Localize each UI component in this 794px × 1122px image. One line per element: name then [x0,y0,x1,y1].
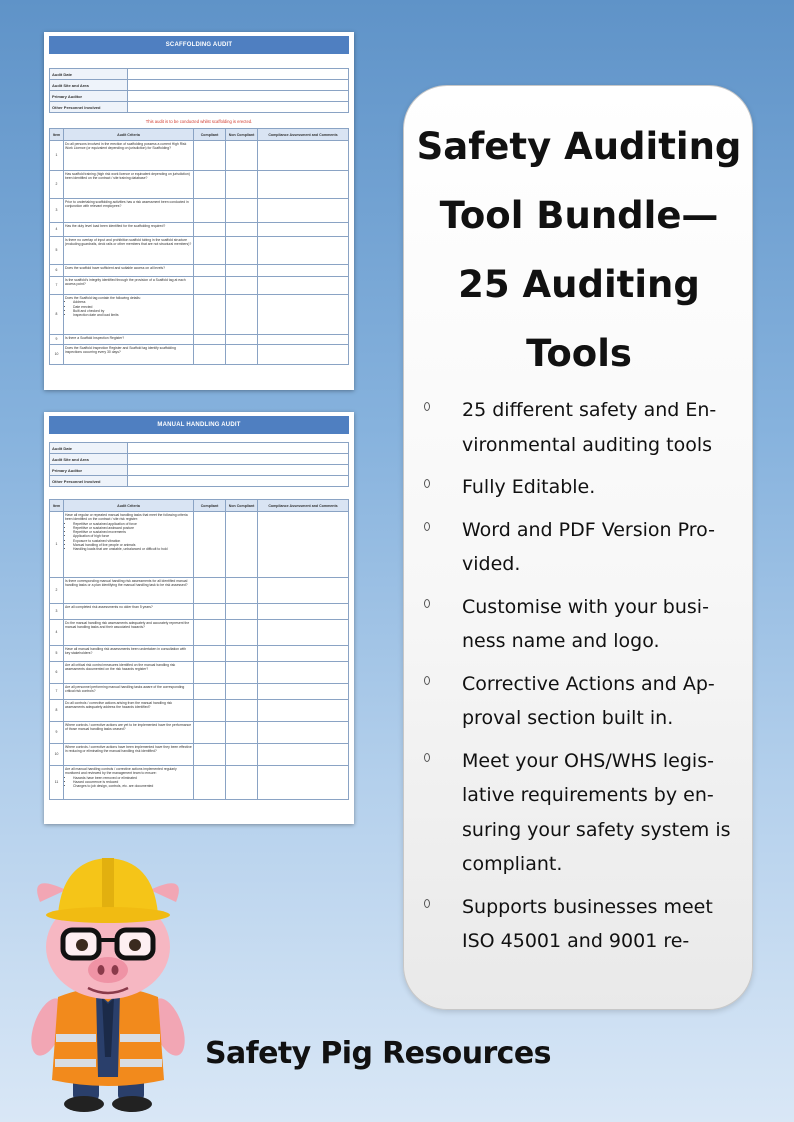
non-compliant-cell [226,171,258,199]
non-compliant-cell [226,646,258,662]
table-row [50,662,349,684]
feature-text: Supports businesses meet ISO 45001 and 9001 re- [462,895,713,952]
compliant-cell [194,223,226,237]
audit-info-table [49,68,349,113]
compliant-cell [194,171,226,199]
criteria-text: Are all personnel performing manual handling tasks aware of the corresponding critical risk controls? [65,685,185,694]
item-number: 10 [50,744,64,766]
comments-cell [258,171,349,199]
audit-note: This audit is to be conducted whilst scaffolding is erected. [145,119,253,124]
compliant-cell [194,345,226,365]
non-compliant-cell [226,223,258,237]
compliant-cell [194,662,226,684]
comments-cell [258,744,349,766]
criteria-text: Where controls / corrective actions are yet to be implemented have the performance of those manual handling tasks ceased? [65,723,192,732]
criteria-text: Do the manual handling risk assessments adequately and accurately represent the manual handling tasks and their associated hazards? [65,621,190,630]
bullet-icon [424,479,430,488]
item-number: 5 [50,646,64,662]
criteria-cell [64,604,194,620]
feature-item [424,890,744,959]
item-number: 4 [50,620,64,646]
criteria-cell [64,684,194,700]
item-number: 10 [50,345,64,365]
manual-handling-audit-preview [44,412,354,824]
table-row [50,766,349,800]
non-compliant-cell [226,512,258,578]
item-number: 2 [50,578,64,604]
item-number: 9 [50,722,64,744]
criteria-text: Does the Scaffold tag contain the following details: [65,296,141,300]
item-number: 11 [50,766,64,800]
comments-cell [258,199,349,223]
column-header: Audit Criteria [64,129,194,141]
feature-item [424,590,744,659]
compliant-cell [194,141,226,171]
table-row [50,277,349,295]
compliant-cell [194,766,226,800]
criteria-bullets [65,522,192,552]
compliant-cell [194,237,226,265]
table-row [50,295,349,335]
criteria-bullet: • Built and checked by [73,309,192,313]
feature-text: Meet your OHS/WHS legis- lative requirements by en- suring your safety system is compliant. [462,749,731,875]
criteria-cell [64,199,194,223]
item-number: 8 [50,295,64,335]
column-header: Item [50,500,64,512]
compliant-cell [194,684,226,700]
criteria-cell [64,265,194,277]
column-header: Compliance Assessment and Comments [258,129,349,141]
column-header: Compliance Assessment and Comments [258,500,349,512]
column-header: Item [50,129,64,141]
info-label: Audit Date [50,443,128,454]
non-compliant-cell [226,578,258,604]
criteria-cell [64,277,194,295]
table-row [50,265,349,277]
info-label: Primary Auditor [50,465,128,476]
title-line: 25 Auditing [458,263,700,306]
compliant-cell [194,578,226,604]
non-compliant-cell [226,345,258,365]
bullet-icon [424,676,430,685]
criteria-cell [64,335,194,345]
criteria-bullet: • Repetitive or sustained movements [73,530,192,534]
non-compliant-cell [226,662,258,684]
non-compliant-cell [226,237,258,265]
product-title [404,112,754,388]
table-row [50,512,349,578]
criteria-text: Are all critical risk control measures identified on the manual handling risk assessments documented on the risk hazards register? [65,663,176,672]
non-compliant-cell [226,335,258,345]
compliant-cell [194,277,226,295]
non-compliant-cell [226,604,258,620]
table-row [50,237,349,265]
comments-cell [258,141,349,171]
feature-item [424,470,744,505]
bullet-icon [424,899,430,908]
criteria-text: Does the scaffold have sufficient and suitable access on all levels? [65,266,165,270]
criteria-text: Do all persons involved in the erection of scaffolding possess a current High Risk Work Licence (or equivalent depending on jurisdiction) for Scaffolding? [65,142,187,151]
criteria-cell [64,345,194,365]
comments-cell [258,722,349,744]
title-line: Tools [526,332,632,375]
feature-text: Corrective Actions and Ap- proval section built in. [462,672,715,729]
criteria-text: Is there no overlap of input and prohibition scaffold tubing in the scaffold structure (excluding guardrails, deck rails or other members that are not structural members)? [65,238,192,247]
criteria-bullets [65,300,192,317]
criteria-cell [64,646,194,662]
criteria-bullet: • Date erected [73,305,192,309]
criteria-bullet: • Inspection date and load limits [73,313,192,317]
criteria-cell [64,295,194,335]
table-row [50,620,349,646]
info-label: Audit Site and Area [50,454,128,465]
column-header: Compliant [194,129,226,141]
criteria-cell [64,744,194,766]
feature-item [424,513,744,582]
comments-cell [258,277,349,295]
table-row [50,141,349,171]
criteria-table [49,499,349,800]
criteria-bullet: • Repetitive or sustained awkward posture [73,526,192,530]
item-number: 3 [50,604,64,620]
comments-cell [258,512,349,578]
compliant-cell [194,295,226,335]
scaffolding-audit-preview [44,32,354,390]
criteria-bullet: • Hazard occurrence is reduced [73,780,192,784]
criteria-bullet: • Application of high force [73,534,192,538]
table-row [50,578,349,604]
compliant-cell [194,604,226,620]
non-compliant-cell [226,700,258,722]
non-compliant-cell [226,265,258,277]
feature-text: Word and PDF Version Pro- vided. [462,518,715,575]
column-header: Non Compliant [226,500,258,512]
criteria-bullet: • Manual handling of live people or animals [73,543,192,547]
item-number: 5 [50,237,64,265]
comments-cell [258,223,349,237]
criteria-cell [64,722,194,744]
criteria-text: Have all regular or repeated manual handling tasks that meet the following criteria been identified on the contract / site risk register: [65,513,188,522]
criteria-table [49,128,349,365]
comments-cell [258,604,349,620]
table-row [50,171,349,199]
comments-cell [258,662,349,684]
title-line: Tool Bundle— [439,194,719,237]
criteria-text: Does the Scaffold Inspection Register and Scaffold tag identify scaffolding inspections occurring every 30 days? [65,346,176,355]
feature-text: 25 different safety and En- vironmental auditing tools [462,399,717,456]
info-label: Other Personnel Involved [50,476,128,487]
criteria-bullet: • Exposure to sustained vibration [73,539,192,543]
feature-item [424,667,744,736]
table-row [50,604,349,620]
compliant-cell [194,620,226,646]
criteria-bullet: • Hazards have been removed or eliminated [73,776,192,780]
table-row [50,223,349,237]
column-header: Compliant [194,500,226,512]
comments-cell [258,237,349,265]
non-compliant-cell [226,620,258,646]
safety-pig-mascot-icon [18,852,198,1114]
non-compliant-cell [226,295,258,335]
criteria-text: Do all controls / corrective actions arising from the manual handling risk assessments adequately address the hazards identified? [65,701,173,710]
compliant-cell [194,265,226,277]
bullet-icon [424,402,430,411]
info-label: Audit Site and Area [50,80,128,91]
non-compliant-cell [226,199,258,223]
criteria-text: Have all manual handling risk assessments been undertaken in consultation with key stakeholders? [65,647,187,656]
item-number: 2 [50,171,64,199]
compliant-cell [194,700,226,722]
bullet-icon [424,599,430,608]
criteria-text: Has the duty level load been identified for the scaffolding required? [65,224,166,228]
criteria-text: Is there corresponding manual handling risk assessments for all identified manual handling tasks or a plan identifying the manual handling task to be risk assessed? [65,579,188,588]
info-label: Other Personnel Involved [50,102,128,113]
feature-item [424,393,744,462]
item-number: 7 [50,277,64,295]
info-label: Audit Date [50,69,128,80]
criteria-cell [64,578,194,604]
comments-cell [258,766,349,800]
criteria-cell [64,766,194,800]
compliant-cell [194,512,226,578]
non-compliant-cell [226,722,258,744]
table-row [50,722,349,744]
item-number: 1 [50,512,64,578]
feature-item [424,744,744,882]
item-number: 1 [50,141,64,171]
feature-text: Customise with your busi- ness name and logo. [462,595,709,652]
table-row [50,684,349,700]
compliant-cell [194,744,226,766]
criteria-cell [64,223,194,237]
bullet-icon [424,522,430,531]
bullet-icon [424,753,430,762]
non-compliant-cell [226,684,258,700]
column-header: Non Compliant [226,129,258,141]
criteria-text: Is there a Scaffold Inspection Register? [65,336,125,340]
doc-title: MANUAL HANDLING AUDIT [49,416,349,434]
criteria-text: Are all completed risk assessments no older than 5 years? [65,605,153,609]
criteria-text: Are all manual handling controls / corrective actions implemented regularly monitored and reviewed by the management team to ensure: [65,767,177,776]
comments-cell [258,700,349,722]
criteria-cell [64,700,194,722]
table-row [50,345,349,365]
comments-cell [258,295,349,335]
item-number: 9 [50,335,64,345]
table-row [50,646,349,662]
audit-info-table [49,442,349,487]
item-number: 7 [50,684,64,700]
compliant-cell [194,199,226,223]
comments-cell [258,578,349,604]
criteria-cell [64,512,194,578]
criteria-bullets [65,776,192,789]
comments-cell [258,265,349,277]
compliant-cell [194,335,226,345]
non-compliant-cell [226,744,258,766]
criteria-cell [64,662,194,684]
criteria-cell [64,620,194,646]
comments-cell [258,345,349,365]
comments-cell [258,620,349,646]
table-row [50,744,349,766]
criteria-text: Is the scaffold's integrity identified through the provision of a Scaffold tag at each access point? [65,278,186,287]
criteria-cell [64,171,194,199]
non-compliant-cell [226,277,258,295]
table-row [50,700,349,722]
feature-list [424,393,744,967]
criteria-bullet: • Changes to job design, controls, etc. are documented [73,784,192,788]
comments-cell [258,646,349,662]
info-label: Primary Auditor [50,91,128,102]
item-number: 6 [50,265,64,277]
criteria-bullet: • Address [73,300,192,304]
criteria-text: Has scaffold training (high risk work licence or equivalent depending on jurisdiction) been identified on the contract / site training database? [65,172,190,181]
feature-card [403,85,753,1010]
brand-name: Safety Pig Resources [205,1036,551,1071]
non-compliant-cell [226,141,258,171]
item-number: 8 [50,700,64,722]
column-header: Audit Criteria [64,500,194,512]
criteria-bullet: • Repetitive or sustained application of force [73,522,192,526]
table-row [50,199,349,223]
criteria-cell [64,141,194,171]
criteria-text: Where controls / corrective actions have been implemented have they been effective in reducing or eliminating the manual handling risk identified? [65,745,192,754]
item-number: 4 [50,223,64,237]
title-line: Safety Auditing [416,125,742,168]
compliant-cell [194,722,226,744]
criteria-bullet: • Handling loads that are unstable, unbalanced or difficult to hold [73,547,192,551]
item-number: 3 [50,199,64,223]
item-number: 6 [50,662,64,684]
criteria-text: Prior to undertaking scaffolding activities has a risk assessment been conducted in conjunction with relevant employees? [65,200,189,209]
compliant-cell [194,646,226,662]
comments-cell [258,335,349,345]
feature-text: Fully Editable. [462,476,596,498]
criteria-cell [64,237,194,265]
doc-title: SCAFFOLDING AUDIT [49,36,349,54]
non-compliant-cell [226,766,258,800]
table-row [50,335,349,345]
comments-cell [258,684,349,700]
